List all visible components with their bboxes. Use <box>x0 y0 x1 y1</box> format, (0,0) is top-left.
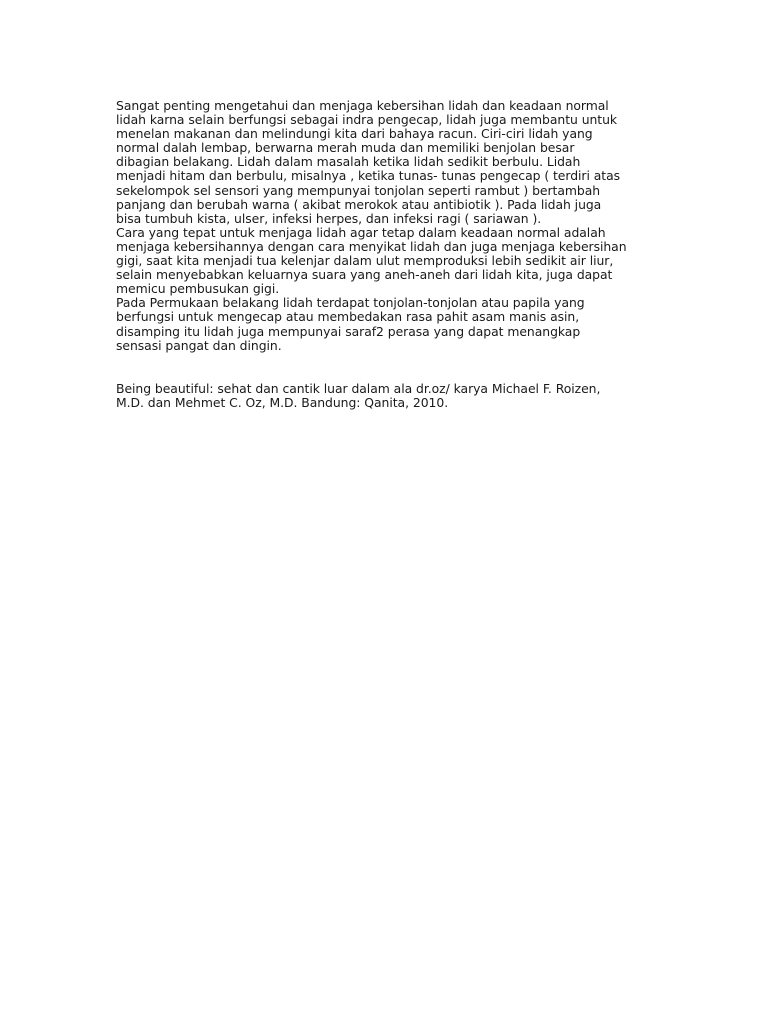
text-line: panjang dan berubah warna ( akibat merokok atau antibiotik ). Pada lidah juga <box>116 196 602 212</box>
text-line: Cara yang tepat untuk menjaga lidah agar tetap dalam keadaan normal adalah <box>116 224 606 240</box>
text-line: sekelompok sel sensori yang mempunyai tonjolan seperti rambut ) bertambah <box>116 182 601 198</box>
text-line: Sangat penting mengetahui dan menjaga kebersihan lidah dan keadaan normal <box>116 98 609 113</box>
text-line: menelan makanan dan melindungi kita dari bahaya racun. Ciri-ciri lidah yang <box>116 126 593 142</box>
text-line: Pada Permukaan belakang lidah terdapat tonjolan-tonjolan atau papila yang <box>116 295 585 311</box>
text-line: menjadi hitam dan berbulu, misalnya , ketika tunas- tunas pengecap ( terdiri atas <box>116 168 621 184</box>
text-line: dibagian belakang. Lidah dalam masalah ketika lidah sedikit berbulu. Lidah <box>116 154 581 170</box>
citation-line: Being beautiful: sehat dan cantik luar dalam ala dr.oz/ karya Michael F. Roizen, <box>116 380 601 396</box>
paragraph-papillae <box>116 296 676 352</box>
reference-citation <box>116 382 676 410</box>
text-line: memicu pembusukan gigi. <box>116 281 280 297</box>
text-line: sensasi pangat dan dingin. <box>116 337 282 353</box>
document-page <box>116 99 676 410</box>
text-line: berfungsi untuk mengecap atau membedakan rasa pahit asam manis asin, <box>116 309 580 325</box>
paragraph-cleaning-method <box>116 226 676 296</box>
citation-line: M.D. dan Mehmet C. Oz, M.D. Bandung: Qanita, 2010. <box>116 394 449 410</box>
paragraph-tongue-hygiene <box>116 99 676 226</box>
text-line: lidah karna selain berfungsi sebagai indra pengecap, lidah juga membantu untuk <box>116 112 618 128</box>
text-line: bisa tumbuh kista, ulser, infeksi herpes, dan infeksi ragi ( sariawan ). <box>116 210 542 226</box>
text-line: selain menyebabkan keluarnya suara yang aneh-aneh dari lidah kita, juga dapat <box>116 267 613 283</box>
text-line: normal dalah lembap, berwarna merah muda dan memiliki benjolan besar <box>116 140 575 156</box>
text-line: gigi, saat kita menjadi tua kelenjar dalam ulut memproduksi lebih sedikit air liur, <box>116 253 614 269</box>
text-line: disamping itu lidah juga mempunyai saraf2 perasa yang dapat menangkap <box>116 323 581 339</box>
text-line: menjaga kebersihannya dengan cara menyikat lidah dan juga menjaga kebersihan <box>116 238 627 254</box>
